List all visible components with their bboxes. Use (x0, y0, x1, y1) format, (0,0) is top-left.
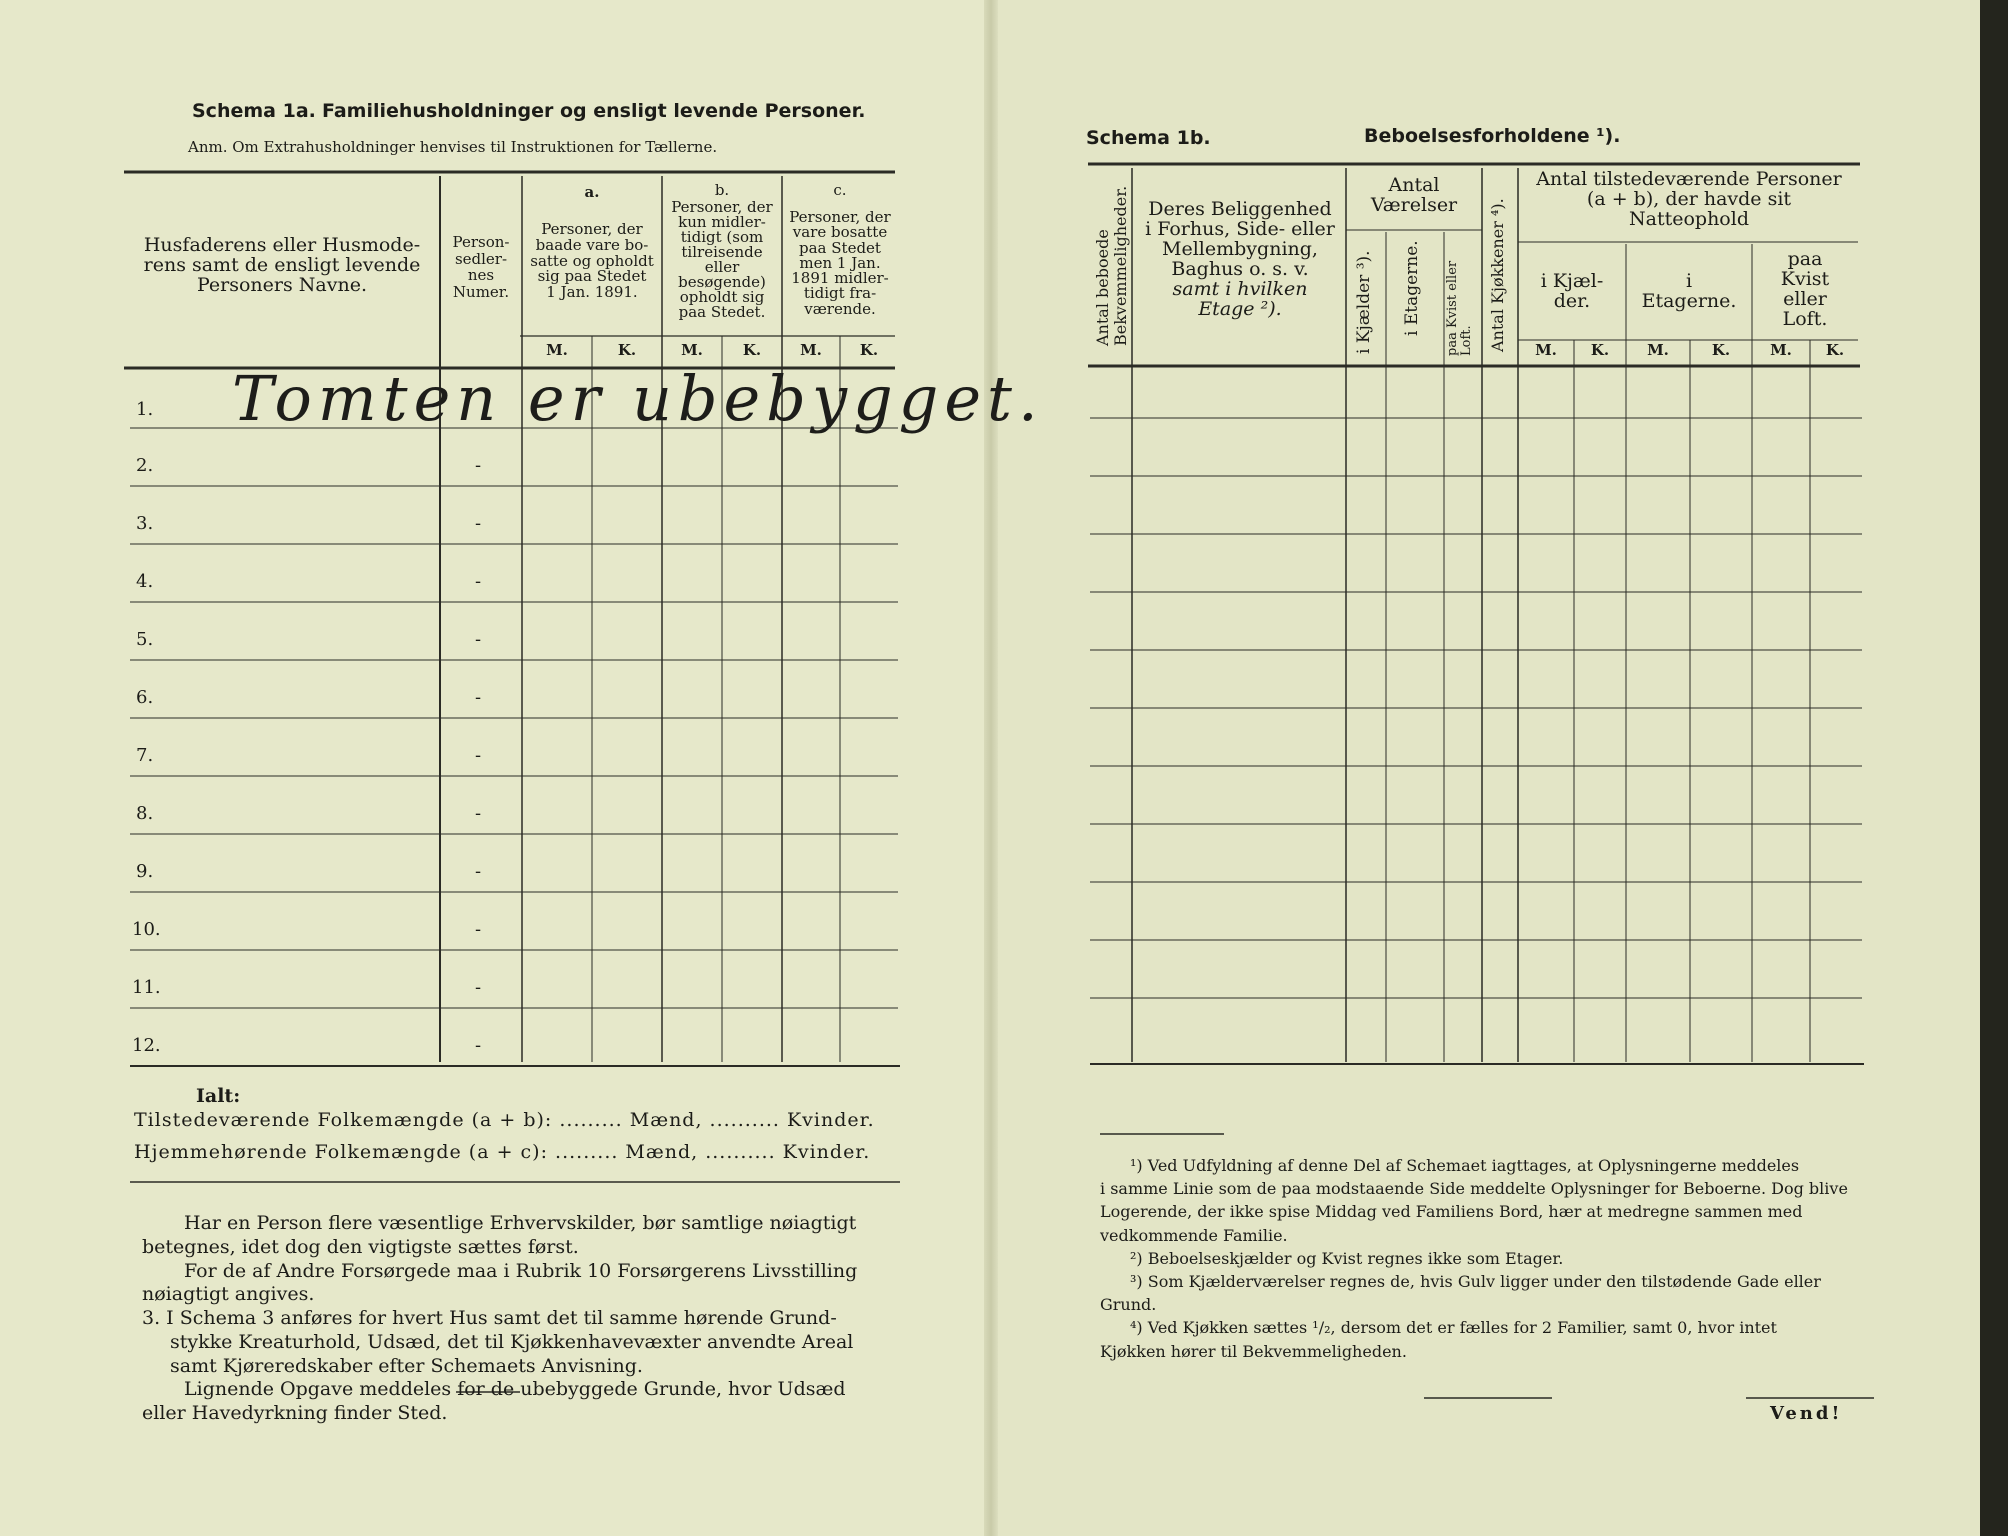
mk-label: K. (859, 341, 879, 359)
footnote-line: Kjøkken hører til Bekvemmeligheden. (1100, 1341, 1407, 1361)
col-head-belig-line: i Forhus, Side- eller (1145, 217, 1335, 240)
row-number: 2. (136, 455, 154, 476)
sub-head-line: der. (1553, 289, 1591, 312)
col-head-b-line: eller (704, 258, 740, 276)
col-head-a (522, 222, 662, 301)
mk-label: M. (681, 341, 703, 359)
col-head-vaer-line: Værelser (1370, 193, 1458, 216)
mk-label: M. (1647, 341, 1669, 359)
col-c-letter: c. (833, 181, 847, 199)
row-dash: - (475, 745, 482, 766)
schema-1a-title: Familiehusholdninger og ensligt levende Personer. (322, 100, 866, 122)
col-head-pers-line: Natteophold (1629, 207, 1749, 230)
sub-head-line: i (1685, 270, 1693, 292)
row-dash: - (475, 861, 482, 882)
mk-label: K. (1590, 341, 1610, 359)
col-head-antal-beboede (1094, 186, 1131, 346)
col-head-beliggenhed (1134, 200, 1346, 320)
col-head-c-line: Personer, der (789, 208, 891, 226)
row-dash: - (475, 919, 482, 940)
col-head-kjaelder: i Kjælder ³). (1354, 250, 1374, 354)
col-head-belig-line: Etage ²). (1198, 297, 1282, 320)
row-number: 3. (136, 513, 154, 534)
col-head-b-line: Personer, der (671, 198, 773, 216)
mk-label: K. (742, 341, 762, 359)
col-head-kjokkener: Antal Kjøkkener ⁴). (1488, 198, 1507, 352)
col-head-c-line: 1891 midler- (791, 269, 889, 288)
col-head-personer (1518, 170, 1860, 230)
col-head-b-line: tidigt (som (680, 228, 764, 246)
sub-head-kvist (1752, 250, 1858, 330)
footnote-line: ¹) Ved Udfyldning af denne Del af Schemaet iagttages, at Oplysningerne meddeles (1130, 1156, 1800, 1175)
vend-label: Vend! (1770, 1403, 1843, 1424)
schema-1a-label: Schema 1a. (192, 100, 316, 122)
mk-label: M. (1535, 341, 1557, 359)
schema-1b-label: Schema 1b. (1086, 127, 1211, 149)
sub-head-line: paa (1787, 248, 1823, 270)
row-dash: - (475, 803, 482, 824)
row-number: 5. (136, 629, 154, 650)
col-head-c-line: vare bosatte (792, 223, 888, 242)
row-number: 10. (132, 919, 161, 940)
col-head-names (126, 236, 438, 296)
col-head-c-line: værende. (804, 299, 876, 318)
note-line: 3. I Schema 3 anføres for hvert Hus samt det til samme hørende Grund- (142, 1307, 837, 1329)
note-line: nøiagtigt angives. (142, 1283, 315, 1306)
col-head-b-line: kun midler- (678, 213, 766, 231)
row-dash: - (475, 977, 482, 998)
col-head-b-line: opholdt sig (679, 288, 765, 306)
row-number: 12. (132, 1035, 161, 1056)
sub-head-line: Loft. (1782, 307, 1828, 330)
col-head-belig-line: Deres Beliggenhed (1148, 198, 1332, 220)
col-head-belig-line: Mellembygning, (1162, 237, 1318, 260)
mk-label: K. (1711, 341, 1731, 359)
sub-head-line: i Kjæl- (1540, 270, 1604, 292)
col-head-b-line: tilreisende (681, 243, 763, 261)
col-head-kvist-line: paa Kvist eller (1445, 260, 1460, 356)
sub-head-etagerne (1626, 272, 1752, 312)
footnote-line: i samme Linie som de paa modstaaende Side meddelte Oplysninger for Beboerne. Dog blive (1100, 1179, 1848, 1199)
row-number: 1. (136, 399, 154, 420)
sub-head-line: eller (1783, 287, 1827, 310)
row-dash: - (475, 571, 482, 592)
row-number: 9. (136, 861, 154, 882)
footnote-line: ²) Beboelseskjælder og Kvist regnes ikke som Etager. (1130, 1248, 1564, 1268)
col-head-names-line: Husfaderens eller Husmode- (143, 234, 421, 256)
mk-label: K. (1825, 341, 1845, 359)
ialt-label: Ialt: (196, 1085, 241, 1107)
schema-1b-title: Beboelsesforholdene ¹). (1364, 125, 1621, 147)
mk-label: K. (617, 341, 637, 359)
row-number: 11. (132, 977, 161, 998)
col-head-number-line: Numer. (452, 282, 510, 301)
row-number: 8. (136, 803, 154, 824)
row-number: 6. (136, 687, 154, 708)
col-head-vaerelser (1346, 176, 1482, 216)
col-head-pers-line: (a + b), der havde sit (1586, 187, 1792, 210)
sub-head-line: Kvist (1780, 267, 1830, 290)
note-line: Lignende Opgave meddeles for de ubebyggede Grunde, hvor Udsæd (184, 1378, 846, 1401)
hjemmehorende-total: Hjemmehørende Folkemængde (a + c): ......... Mænd, .......... Kvinder. (134, 1141, 871, 1163)
note-line: eller Havedyrkning finder Sted. (142, 1402, 448, 1424)
left-notes (142, 1212, 910, 1426)
note-line: Har en Person flere væsentlige Erhvervskilder, bør samtlige nøiagtigt (184, 1212, 857, 1234)
col-head-a-line: satte og opholdt (530, 251, 654, 270)
anm-note: Anm. Om Extrahusholdninger henvises til Instruktionen for Tællerne. (188, 138, 718, 156)
col-head-antal-line: Antal beboede (1093, 229, 1112, 346)
col-head-names-line: Personers Navne. (196, 273, 367, 296)
sub-head-line: Etagerne. (1641, 289, 1737, 312)
col-head-b-line: besøgende) (678, 273, 766, 291)
col-head-a-line: Personer, der (541, 220, 643, 238)
mk-label: M. (800, 341, 822, 359)
note-line: For de af Andre Forsørgede maa i Rubrik 10 Forsørgerens Livsstilling (184, 1259, 858, 1282)
col-head-number-line: Person- (452, 233, 510, 251)
note-line: stykke Kreaturhold, Udsæd, det til Kjøkkenhavevæxter anvendte Areal (170, 1330, 854, 1353)
footnote-line: Logerende, der ikke spise Middag ved Familiens Bord, hær at medregne sammen med (1100, 1202, 1803, 1222)
col-head-a-line: 1 Jan. 1891. (546, 283, 638, 301)
mk-label: M. (546, 341, 568, 359)
col-head-b-line: paa Stedet. (678, 303, 766, 321)
handwritten-entry: Tomten er ubebygget. (232, 362, 1044, 435)
col-head-belig-line: samt i hvilken (1172, 277, 1308, 300)
col-head-kvist-line: Loft. (1459, 325, 1475, 356)
col-head-c-line: tidigt fra- (803, 284, 877, 303)
footnote-line: ³) Som Kjælderværelser regnes de, hvis Gulv ligger under den tilstødende Gade eller (1130, 1271, 1821, 1291)
col-head-number (442, 234, 520, 300)
footnote-line: vedkommende Familie. (1100, 1225, 1288, 1245)
footnote-line: ⁴) Ved Kjøkken sættes ¹/₂, dersom det er fælles for 2 Familier, samt 0, hvor intet (1130, 1318, 1777, 1338)
note-line: samt Kjøreredskaber efter Schemaets Anvisning. (170, 1354, 643, 1377)
col-head-a-line: baade vare bo- (535, 235, 649, 254)
col-head-c-line: paa Stedet (799, 238, 881, 257)
col-head-number-line: nes (467, 266, 495, 284)
row-dash: - (475, 629, 482, 650)
row-dash: - (475, 687, 482, 708)
sub-head-kjaelder (1518, 272, 1626, 312)
col-head-belig-line: Baghus o. s. v. (1171, 257, 1309, 280)
row-dash: - (475, 513, 482, 534)
col-head-antal-line: Bekvemmeligheder. (1111, 185, 1131, 346)
note-line: betegnes, idet dog den vigtigste sættes først. (142, 1235, 579, 1258)
col-head-etagerne: i Etagerne. (1402, 240, 1422, 336)
row-dash: - (475, 1035, 482, 1056)
col-head-b (662, 200, 782, 320)
col-head-vaer-line: Antal (1388, 174, 1440, 196)
row-dash: - (475, 455, 482, 476)
footnote-line: Grund. (1100, 1295, 1157, 1315)
tilstedevaerende-total: Tilstedeværende Folkemængde (a + b): ......... Mænd, .......... Kvinder. (134, 1109, 875, 1131)
col-head-c-line: men 1 Jan. (799, 253, 881, 272)
col-b-letter: b. (714, 181, 730, 199)
row-number: 4. (136, 571, 154, 592)
col-head-a-line: sig paa Stedet (537, 267, 647, 286)
mk-label: M. (1770, 341, 1792, 359)
col-head-names-line: rens samt de ensligt levende (143, 253, 421, 276)
right-footnotes (1100, 1154, 1872, 1363)
col-head-kvist (1446, 261, 1475, 356)
col-head-c (782, 210, 898, 317)
col-head-pers-line: Antal tilstedeværende Personer (1536, 168, 1842, 190)
col-head-number-line: sedler- (454, 249, 508, 268)
col-a-letter: a. (584, 183, 600, 201)
row-number: 7. (136, 745, 154, 766)
